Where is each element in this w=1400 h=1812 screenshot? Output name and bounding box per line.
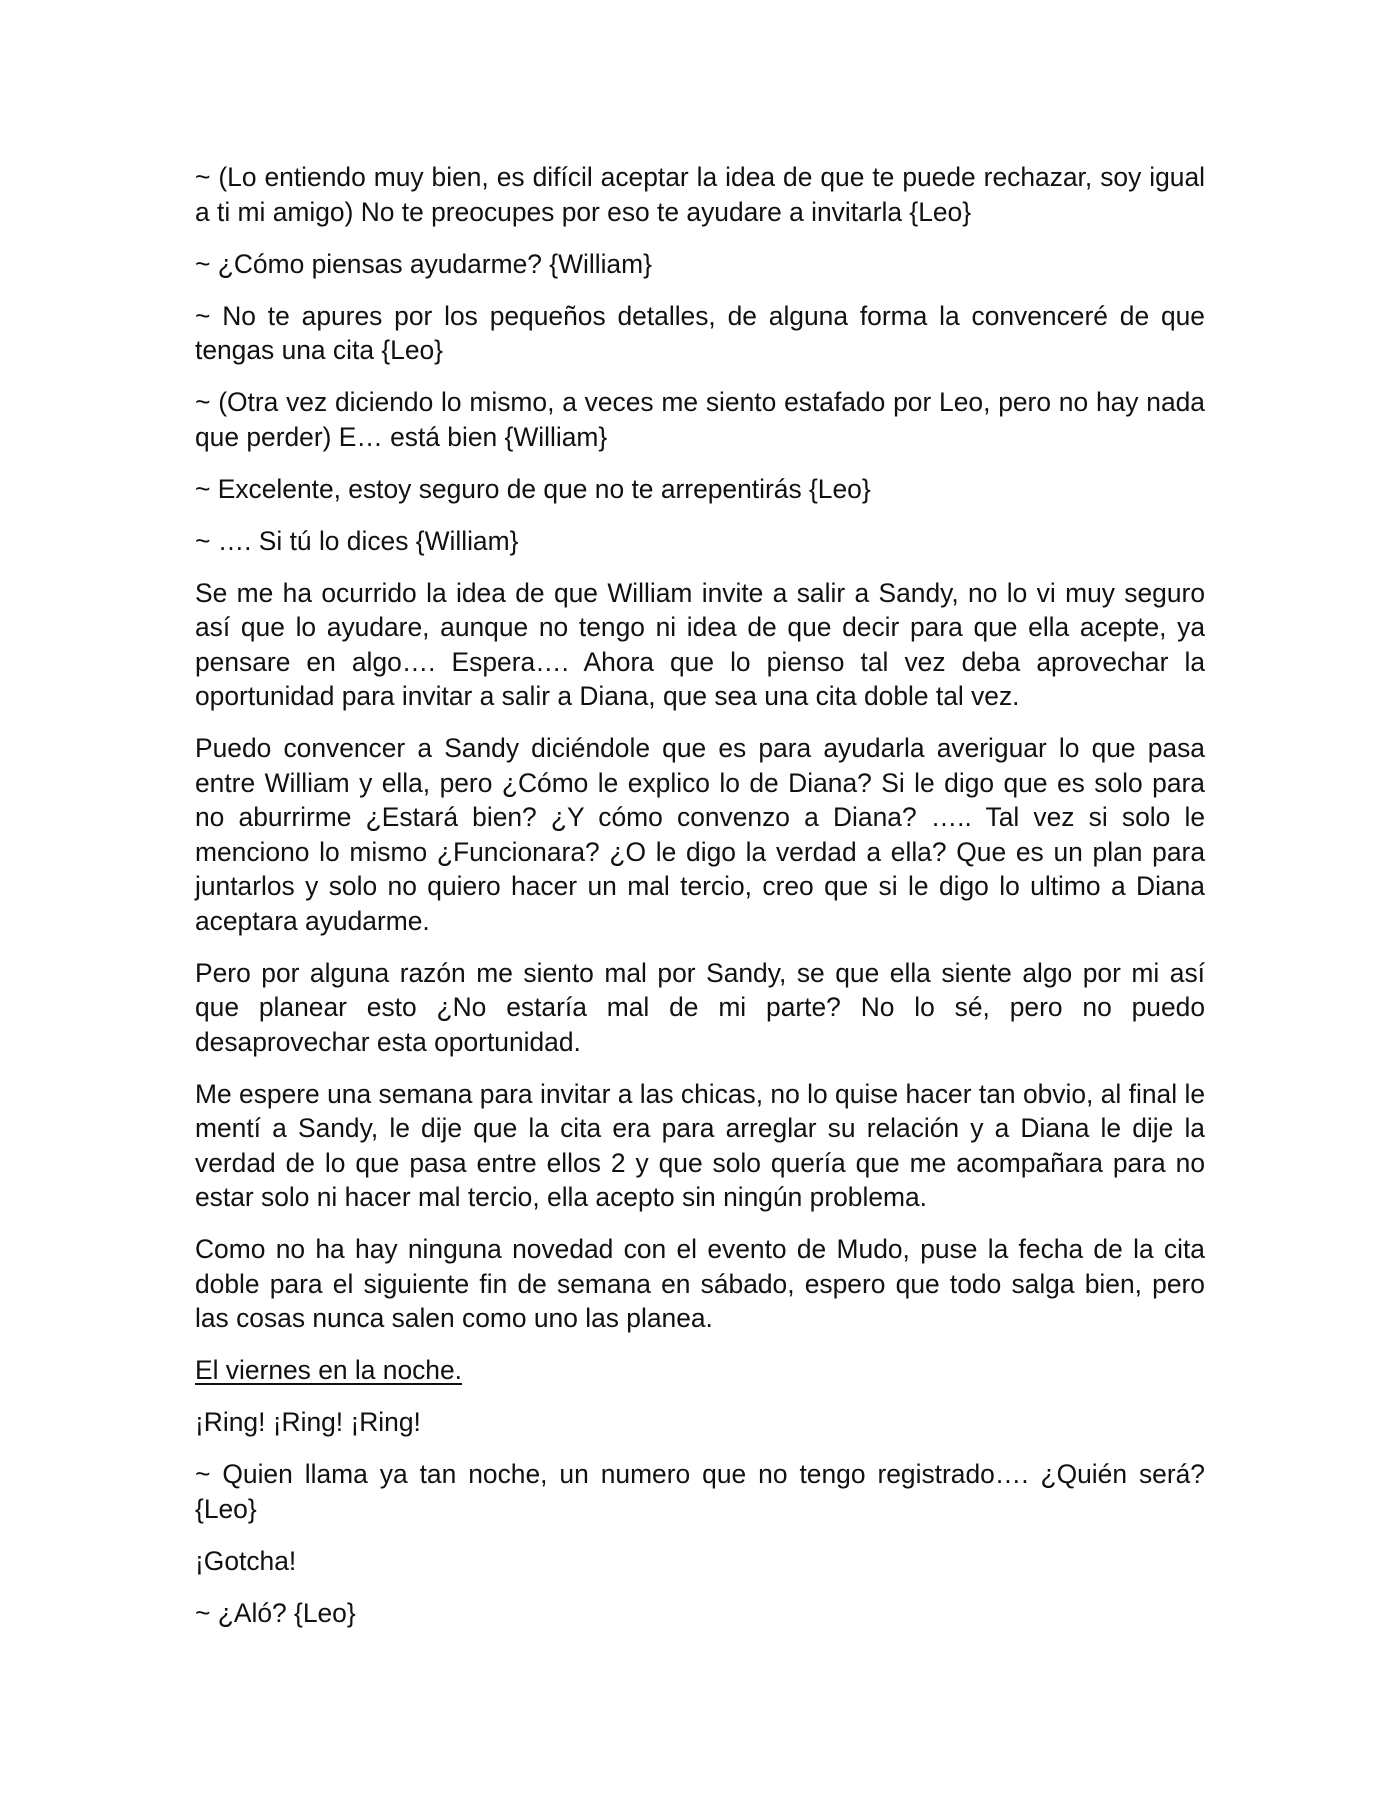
sound-ring: ¡Ring! ¡Ring! ¡Ring!	[195, 1407, 421, 1437]
dialogue-leo-who-calls: ~ Quien llama ya tan noche, un numero que no tengo registrado…. ¿Quién será? {Leo}	[195, 1459, 1205, 1524]
dialogue-leo-hello: ~ ¿Aló? {Leo}	[195, 1597, 356, 1628]
dialogue-william-agrees: ~ (Otra vez diciendo lo mismo, a veces me siento estafado por Leo, pero no hay nada que perder) E… está bien {William}	[195, 387, 1205, 452]
narration-convince-sandy: Puedo convencer a Sandy diciéndole que es para ayudarla averiguar lo que pasa entre William y ella, pero ¿Cómo le explico lo de Diana? Si le digo que es solo para no aburrirme ¿Estará bien? ¿Y cómo convenzo a Diana? ….. Tal vez si solo le menciono lo mismo ¿Funcionara? ¿O le digo la verdad a ella? Que es un plan para juntarlos y solo no quiero hacer un mal tercio, creo que si le digo lo ultimo a Diana aceptara ayudarme.	[195, 733, 1205, 936]
dialogue-leo-understanding: ~ (Lo entiendo muy bien, es difícil aceptar la idea de que te puede rechazar, soy igual a ti mi amigo) No te preocupes por eso te ayudare a invitarla {Leo}	[195, 162, 1205, 227]
dialogue-leo-excellent: ~ Excelente, estoy seguro de que no te arrepentirás {Leo}	[195, 473, 871, 504]
sound-gotcha: ¡Gotcha!	[195, 1545, 297, 1576]
narration-waited-week: Me espere una semana para invitar a las chicas, no lo quise hacer tan obvio, al final le mentí a Sandy, le dije que la cita era para arreglar su relación y a Diana le dije la verdad de lo que pasa entre ellos 2 y que solo quería que me acompañara para no estar solo ni hacer mal tercio, ella acepto sin ningún problema.	[195, 1078, 1205, 1212]
document-page	[195, 160, 1205, 1648]
dialogue-leo-details: ~ No te apures por los pequeños detalles, de alguna forma la convenceré de que tengas una cita {Leo}	[195, 300, 1205, 365]
scene-heading: El viernes en la noche.	[195, 1355, 462, 1385]
narration-feel-bad: Pero por alguna razón me siento mal por Sandy, se que ella siente algo por mi así que planear esto ¿No estaría mal de mi parte? No lo sé, pero no puedo desaprovechar esta oportunidad.	[195, 957, 1205, 1057]
narration-idea: Se me ha ocurrido la idea de que William invite a salir a Sandy, no lo vi muy seguro así que lo ayudare, aunque no tengo ni idea de que decir para que ella acepte, ya pensare en algo…. Espera…. Ahora que lo pienso tal vez deba aprovechar la oportunidad para invitar a salir a Diana, que sea una cita doble tal vez.	[195, 577, 1205, 711]
narration-date-set: Como no ha hay ninguna novedad con el evento de Mudo, puse la fecha de la cita doble para el siguiente fin de semana en sábado, espero que todo salga bien, pero las cosas nunca salen como uno las planea.	[195, 1234, 1205, 1333]
dialogue-william-if-you-say: ~ …. Si tú lo dices {William}	[195, 525, 519, 556]
dialogue-william-question: ~ ¿Cómo piensas ayudarme? {William}	[195, 248, 652, 279]
